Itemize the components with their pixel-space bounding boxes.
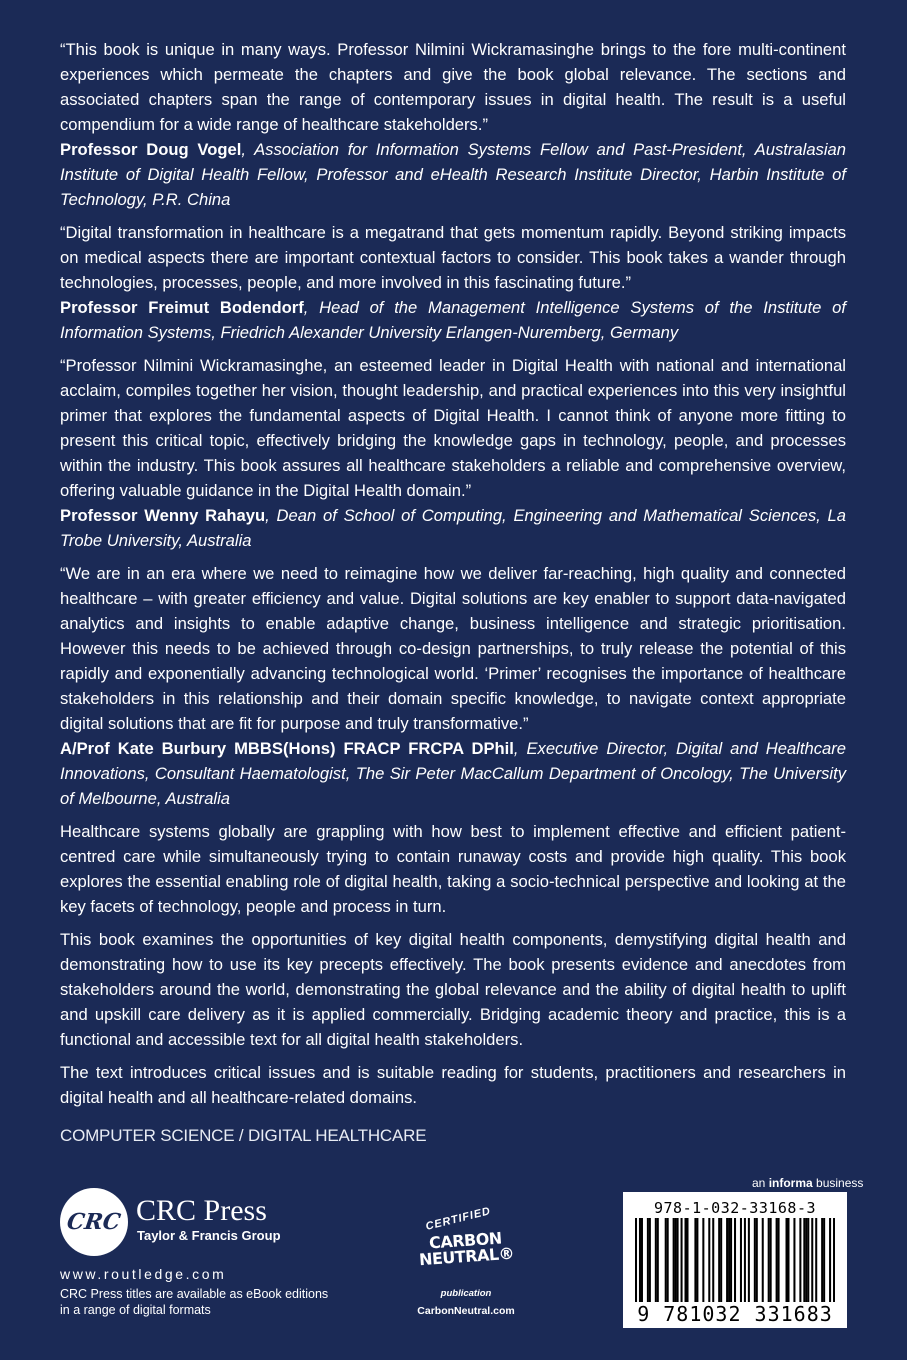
barcode-bar [655,1218,657,1302]
barcode-bar [647,1218,649,1302]
barcode-bar [712,1218,714,1302]
endorsement-attribution [60,736,846,811]
publisher-name: CRC Press [136,1194,267,1227]
barcode-bar [793,1218,795,1302]
barcode-bar [685,1218,687,1302]
description-paragraph: Healthcare systems globally are grappling with how best to implement effective and efficient patient-centred care while simultaneously trying to contain runaway costs and provide high quality. This book explores the essential enabling role of digital health, taking a socio-technical perspective and looking at the key facets of technology, people and process in turn. [60,822,846,916]
barcode-bar [807,1218,809,1302]
barcode-bar [681,1218,683,1302]
informa-prefix: an [752,1176,769,1190]
endorsement-attribution [60,503,846,553]
barcode-bar [833,1218,835,1302]
crc-logo-icon [60,1188,128,1256]
barcode-bar [823,1218,825,1302]
endorser-role: , Executive Director, Digital and Healthcare Innovations, Consultant Haematologist, The Sir Peter MacCallum Department of Oncology, The University of Melbourne, Australia [60,739,846,808]
barcode-bar [734,1218,736,1302]
barcode-bar [815,1218,817,1302]
barcode-bar [694,1218,696,1302]
carbon-neutral-title: CARBON NEUTRAL® [418,1228,515,1270]
endorsement-attribution [60,295,846,345]
barcode-bar [675,1218,677,1302]
informa-brand: informa [768,1176,813,1190]
barcode-bar [718,1218,720,1302]
back-cover-text [60,37,846,1148]
carbon-neutral-site: CarbonNeutral.com [417,1305,515,1317]
ean-number: 9 781032 331683 [637,1302,833,1326]
endorsement-attribution [60,137,846,212]
barcode-bars-icon [635,1218,835,1302]
carbon-neutral-certified: CERTIFIED [424,1205,493,1233]
barcode-bar [754,1218,756,1302]
barcode-bar [778,1218,780,1302]
barcode-bar [811,1218,813,1302]
barcode-bar [702,1218,704,1302]
isbn-number: 978-1-032-33168-3 [653,1199,817,1217]
barcode-bar [740,1218,742,1302]
barcode-bar [720,1218,722,1302]
informa-business [752,1176,863,1190]
barcode-bar [768,1218,770,1302]
crc-logo-text: CRC [65,1208,123,1235]
endorsement-quote: “Professor Nilmini Wickramasinghe, an esteemed leader in Digital Health with national and international acclaim, compiles together her vision, thought leadership, and practical experiences into this very insightful primer that explores the fundamental aspects of Digital Health. I cannot think of anyone more fitting to present this critical topic, effectively bridging the knowledge gaps in technology, people, and processes within the industry. This book assures all healthcare stakeholders a reliable and comprehensive overview, offering valuable guidance in the Digital Health domain.” [60,356,846,500]
barcode-bar [744,1218,746,1302]
isbn-barcode [623,1192,847,1328]
ebook-note: CRC Press titles are available as eBook editions in a range of digital formats [60,1287,329,1317]
barcode-bar [677,1218,679,1302]
informa-suffix: business [812,1176,864,1190]
barcode-bar [673,1218,675,1302]
carbon-neutral-logo [405,1203,527,1323]
barcode-bar [641,1218,643,1302]
publisher-website: www.routledge.com [60,1266,227,1282]
barcode-bar [649,1218,651,1302]
barcode-bar [667,1218,669,1302]
endorser-name: Professor Doug Vogel [60,140,242,159]
barcode-bar [770,1218,772,1302]
barcode-bar [799,1218,801,1302]
barcode-bar [686,1218,688,1302]
barcode-bar [639,1218,641,1302]
barcode-bar [786,1218,788,1302]
barcode-bar [805,1218,807,1302]
endorsement-quote: “This book is unique in many ways. Professor Nilmini Wickramasinghe brings to the fore multi-continent experiences which permeate the chapters and give the book global relevance. The sections and associated chapters span the range of contemporary issues in digital health. The result is a useful compendium for a wide range of healthcare stakeholders.” [60,40,846,134]
barcode-bar [776,1218,778,1302]
barcode-bar [728,1218,730,1302]
barcode-bar [756,1218,758,1302]
barcode-bar [635,1218,637,1302]
endorser-role: , Head of the Management Intelligence Systems of the Institute of Information Systems, Friedrich Alexander University Erlangen-Nuremberg, Germany [60,298,846,342]
endorser-name: Professor Wenny Rahayu [60,506,266,525]
barcode-bar [829,1218,831,1302]
barcode-bar [696,1218,698,1302]
publisher-group: Taylor & Francis Group [137,1228,281,1243]
barcode-bar [657,1218,659,1302]
endorser-name: Professor Freimut Bodendorf [60,298,304,317]
barcode-bar [665,1218,667,1302]
endorser-role: , Dean of School of Computing, Engineering and Mathematical Sciences, La Trobe University, Australia [60,506,846,550]
barcode-bar [726,1218,728,1302]
barcode-bar [803,1218,805,1302]
description-paragraph: This book examines the opportunities of key digital health components, demystifying digital health and demonstrating how to use its key precepts effectively. The book presents evidence and anecdotes from stakeholders around the world, demonstrating the global relevance and the ability of digital health to uplift and upskill care delivery as it is applied commercially. Bridging academic theory and practice, this is a functional and accessible text for all digital health stakeholders. [60,930,846,1049]
barcode-bar [762,1218,764,1302]
barcode-bar [821,1218,823,1302]
subject-category: COMPUTER SCIENCE / DIGITAL HEALTHCARE [60,1126,427,1145]
description-paragraph: The text introduces critical issues and is suitable reading for students, practitioners and researchers in digital health and all healthcare-related domains. [60,1063,846,1107]
endorser-name: A/Prof Kate Burbury MBBS(Hons) FRACP FRCPA DPhil [60,739,514,758]
endorser-role: , Association for Information Systems Fellow and Past-President, Australasian Institute of Digital Health Fellow, Professor and eHealth Research Institute Director, Harbin Institute of Technology, P.R. China [60,140,846,209]
carbon-neutral-publication: publication [440,1288,492,1299]
barcode-bar [708,1218,710,1302]
barcode-bar [730,1218,732,1302]
barcode-bar [787,1218,789,1302]
endorsement-quote: “Digital transformation in healthcare is a megatrand that gets momentum rapidly. Beyond striking impacts on medical aspects there are important contextual factors to consider. This book takes a wander through technologies, processes, people, and more involved in this fascinating future.” [60,223,846,292]
barcode-bar [748,1218,750,1302]
endorsement-quote: “We are in an era where we need to reimagine how we deliver far-reaching, high quality and connected healthcare – with greater efficiency and value. Digital solutions are key enabler to support data-navigated analytics and insights to enable adaptive change, business intelligence and strategic prioritisation. However this needs to be achieved through co-design partnerships, to truly release the potential of this rapidly and exponentially advancing technological world. ‘Primer’ recognises the importance of healthcare stakeholders in this relationship and their domain specific knowledge, to navigate context appropriate digital solutions that are fit for purpose and truly transformative.” [60,564,846,733]
